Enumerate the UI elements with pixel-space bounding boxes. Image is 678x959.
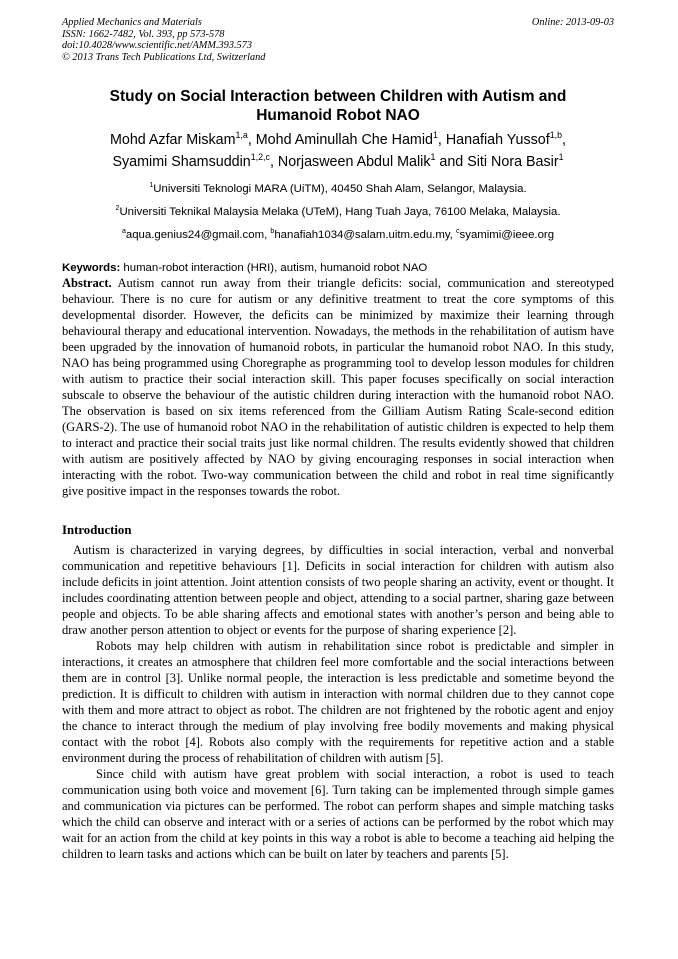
paper-title-line2: Humanoid Robot NAO (256, 107, 420, 125)
online-date: Online: 2013-09-03 (531, 17, 614, 28)
author-emails: $^a$aqua.genius24@gmail.com, $^b$hanafiah1034@salam.uitm.edu.my, $^c$syamimi@ieee.org (121, 228, 555, 242)
journal-header-left (62, 17, 265, 63)
author-list: Mohd Azfar Miskam$^{1,a}$, Mohd Aminullah Che Hamid$^1$, Hanafiah Yussof$^{1,b}$, Syamimi Shamsuddin$^{1,2,c}$, Norjasween Abdul Malik$^1$ and Siti Nora Basir$^1$ (109, 130, 567, 170)
intro-paragraph-2: Robots may help children with autism in rehabilitation since robot is predictable and simpler in interactions, it creates an atmosphere that children feel more comfortable and the social interactions between them are in control [3]. Unlike normal people, the interaction is less predictable and sometime beyond the prediction. It is difficult to children with autism in interaction with normal children due to they cannot cope with them and more attract to object as robot. The children are not frightened by the robotic agent and enjoy the chance to interact through the medium of play involving free bodily movements and making physical contact with the robot [4]. Robots also comply with the requirements for repetitive action and a stable environment during the process of rehabilitation of children with autism [5]. (62, 639, 614, 766)
copyright-line: © 2013 Trans Tech Publications Ltd, Switzerland (62, 51, 266, 63)
paper-title (62, 87, 614, 125)
keywords-label: Keywords: (62, 262, 121, 275)
doi-line: doi:10.4028/www.scientific.net/AMM.393.573 (62, 40, 252, 52)
journal-header (62, 17, 614, 63)
intro-paragraph-3: Since child with autism have great problem with social interaction, a robot is used to teach communication using both voice and movement [6]. Turn taking can be implemented through simple games and communication via pictures can be performed. The robot can perform shapes and simple matching tasks which the child can observe and interact with or a series of actions can be performed by the robot which may wait for an action from the child at key points in this way a robot is able to become a teaching aid helping the children to learn tasks and actions which can be built on later by teachers and parents [5]. (62, 767, 614, 862)
journal-name: Applied Mechanics and Materials (62, 17, 202, 28)
paper-title-line1: Study on Social Interaction between Children with Autism and (109, 88, 567, 106)
abstract (62, 275, 614, 499)
abstract-label: Abstract. (62, 276, 112, 291)
intro-paragraph-1: Autism is characterized in varying degrees, by difficulties in social interaction, verbal and nonverbal communication and repetitive behaviours [1]. Deficits in social interaction for children with autism also include deficits in joint attention. Joint attention consists of two people sharing an activity, event or thought. It includes coordinating attention between people and object, attending to a social partner, sharing gaze between people and objects. To be able sharing affects and emotional states with another’s person and being able to draw another person attention to object or events for the purpose of sharing experience [2]. (62, 543, 614, 638)
abstract-text: Autism cannot run away from their triangle deficits: social, communication and stereotyped behaviour. There is no cure for autism or any definitive treatment to treat the core symptoms of this developmental disorder. However, the deficits can be minimized by maximize their learning through behavioural therapy and educational intervention. Nowadays, the methods in the rehabilitation of autism have been upgraded by the innovation of humanoid robots, in particular the humanoid robot NAO. In this study, NAO has being programmed using Choregraphe as programming tool to develop lesson modules for children with autism to practice their social interaction skill. This paper focuses specifically on social interaction subscale to observe the behaviour of the autistic children during interaction with the humanoid robot NAO. The observation is based on six items referenced from the Gilliam Autism Rating Scale-second edition (GARS-2). The use of humanoid robot NAO in the rehabilitation of autistic children is expected to help them to interact and practice their social traits just like normal children. The results evidently showed that children with autism are positively affected by NAO by giving encouraging responses in social interaction when interacting with the robot. Two-way communication between the child and robot in real time significantly give positive impact in the responses towards the robot. (62, 276, 614, 499)
keywords-text: human-robot interaction (HRI), autism, humanoid robot NAO (120, 262, 428, 275)
affiliation-1: $^1$Universiti Teknologi MARA (UiTM), 40450 Shah Alam, Selangor, Malaysia. (149, 182, 527, 196)
affiliation-2: $^2$Universiti Teknikal Malaysia Melaka (UTeM), Hang Tuah Jaya, 76100 Melaka, Malaysia. (115, 205, 561, 219)
section-heading-introduction: Introduction (62, 523, 132, 538)
issn-volume-line: ISSN: 1662-7482, Vol. 393, pp 573-578 (62, 28, 225, 40)
keywords-line (62, 261, 614, 275)
